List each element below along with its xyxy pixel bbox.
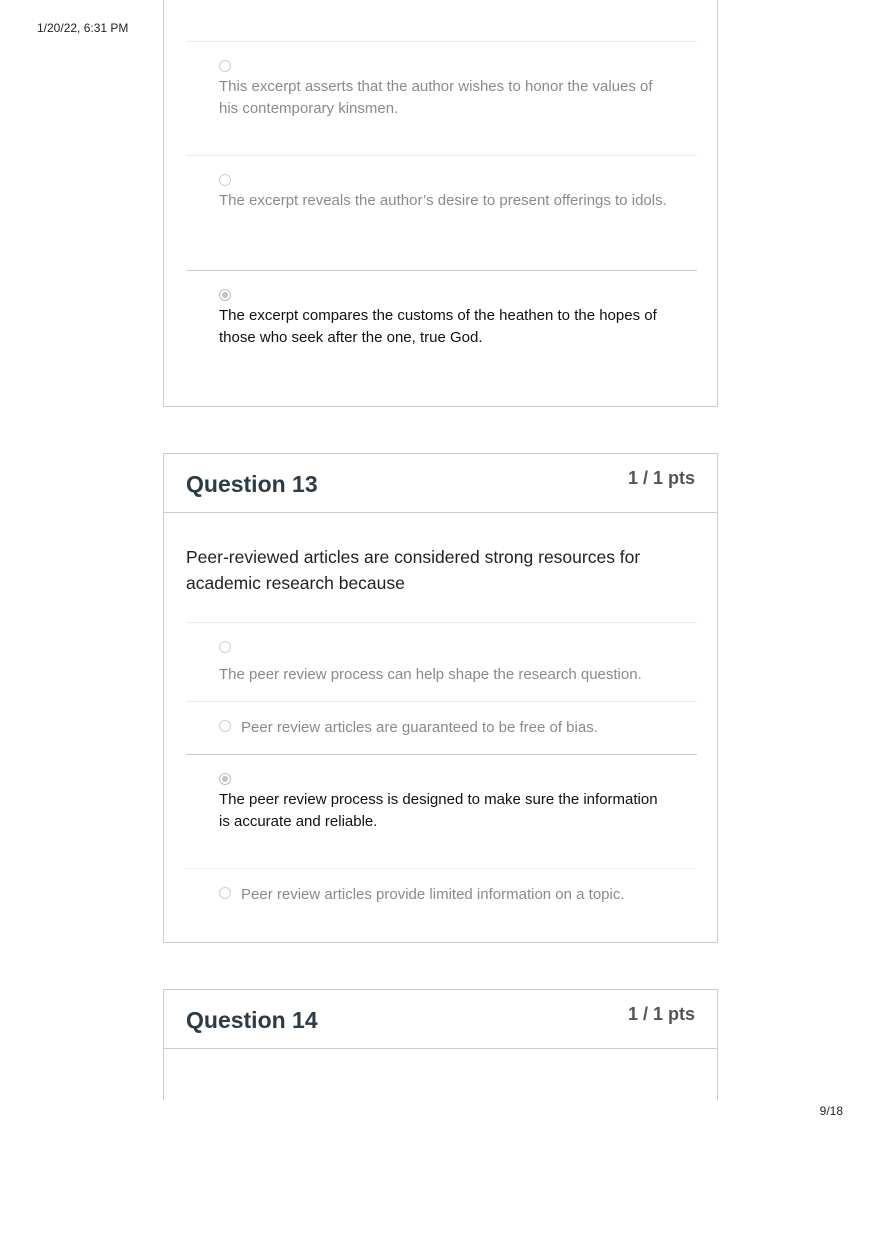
- question-points: 1 / 1 pts: [627, 468, 695, 488]
- answer-option[interactable]: [186, 868, 697, 928]
- radio-button[interactable]: [219, 720, 231, 732]
- question-header: [164, 454, 717, 513]
- answer-option-selected[interactable]: [186, 754, 697, 868]
- question-points: 1 / 1 pts: [627, 1004, 695, 1024]
- answer-text: This excerpt asserts that the author wishes to honor the values of his contemporary kinsmen.: [219, 78, 653, 117]
- question-header: [164, 990, 717, 1049]
- answer-text: The peer review process is designed to make sure the information is accurate and reliable.: [219, 791, 658, 830]
- page-number: 9/18: [819, 1104, 843, 1118]
- radio-button-checked[interactable]: [219, 773, 231, 785]
- question-title: Question 14: [186, 1007, 318, 1033]
- radio-button-checked[interactable]: [219, 289, 231, 301]
- radio-button[interactable]: [219, 174, 231, 186]
- answer-option[interactable]: [186, 622, 697, 702]
- question-12-card: [163, 0, 718, 407]
- question-text: Peer-reviewed articles are considered strong resources for academic research because: [186, 547, 641, 593]
- answer-text: Peer review articles are guaranteed to be free of bias.: [241, 719, 598, 736]
- print-date: 1/20/22, 6:31 PM: [37, 21, 129, 35]
- answer-text: The excerpt compares the customs of the heathen to the hopes of those who seek after the one, true God.: [219, 307, 657, 346]
- answer-option[interactable]: [186, 701, 697, 754]
- radio-button[interactable]: [219, 887, 231, 899]
- question-13-card: [163, 453, 718, 943]
- question-title: Question 13: [186, 471, 318, 497]
- answer-option[interactable]: [186, 41, 697, 155]
- answer-option-selected[interactable]: [186, 270, 697, 390]
- answer-text: Peer review articles provide limited information on a topic.: [241, 886, 625, 903]
- answer-text: The excerpt reveals the author’s desire to present offerings to idols.: [219, 192, 667, 209]
- question-14-card: [163, 989, 718, 1100]
- answer-option[interactable]: [186, 155, 697, 270]
- answer-text: The peer review process can help shape the research question.: [219, 666, 642, 683]
- radio-button[interactable]: [219, 641, 231, 653]
- radio-button[interactable]: [219, 60, 231, 72]
